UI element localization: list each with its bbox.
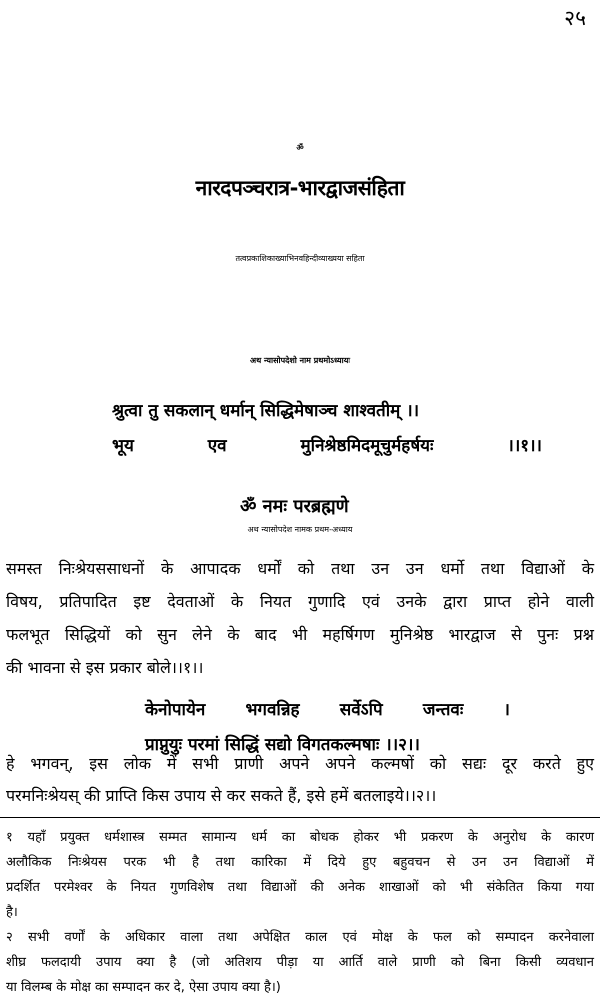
footnote-line: २ सभी वर्णों के अधिकार वाला तथा अपेक्षित काल एवं मोक्ष के फल को सम्पादन करनेवाला xyxy=(6,930,594,945)
invocation-line: ॐ नमः परब्रह्मणे xyxy=(240,496,349,517)
paragraph-1-line: फलभूत सिद्धियों को सुन लेने के बाद भी महर्षिगण मुनिश्रेष्ठ भारद्वाज से पुनः प्रश्न xyxy=(6,625,594,644)
verse-1-line-1: श्रुत्वा तु सकलान् धर्मान् सिद्धिमेषाञ्च शाश्वतीम् ।। xyxy=(112,401,420,421)
verse-word: जन्तवः xyxy=(422,700,464,720)
footnote-divider xyxy=(0,817,600,818)
paragraph-2-line: हे भगवन्, इस लोक में सभी प्राणी अपने अपने कल्मषों को सद्यः दूर करते हुए xyxy=(6,754,594,773)
footnote-line: है। xyxy=(6,905,18,920)
verse-word: भूय xyxy=(112,436,134,456)
footnote-line: शीघ्र फलदायी उपाय क्या है (जो अतिशय पीड़ा या आर्ति वाले प्राणी को बिना किसी व्यवधान xyxy=(6,955,594,970)
om-symbol: ॐ xyxy=(296,143,304,152)
verse-2-line-1 xyxy=(145,697,510,720)
verse-word: केनोपायेन xyxy=(145,700,206,720)
paragraph-2-line: परमनिःश्रेयस् की प्राप्ति किस उपाय से कर सकते हैं, इसे हमें बतलाइये।।२।। xyxy=(6,786,437,805)
verse-danda: । xyxy=(503,700,510,720)
verse-2-line-2: प्राप्नुयुः परमां सिद्धिं सद्यो विगतकल्मषाः ।।२।। xyxy=(145,735,420,755)
translation-heading: अथ न्यासोपदेश नामक प्रथम-अध्याय xyxy=(247,525,353,534)
paragraph-1-line: समस्त निःश्रेयससाधनों के आपादक धर्मों को तथा उन उन धर्मो तथा विद्याओं के xyxy=(6,559,594,578)
verse-word: मुनिश्रेष्ठमिदमूचुर्महर्षयः xyxy=(300,436,434,456)
footnote-line: प्रदर्शित परमेश्वर के नियत गुणविशेष तथा विद्याओं की अनेक शाखाओं को भी संकेतित किया गया xyxy=(6,880,594,895)
verse-word: एव xyxy=(207,436,227,456)
verse-number: ।।१।। xyxy=(507,436,542,456)
paragraph-1-line: की भावना से इस प्रकार बोले।।१।। xyxy=(6,658,204,677)
paragraph-1-line: विषय, प्रतिपादित इष्ट देवताओं के नियत गुणादि एवं उनके द्वारा प्राप्त होने वाली xyxy=(6,592,594,611)
verse-word: भगवन्निह xyxy=(245,700,300,720)
footnote-line: अलौकिक निःश्रेयस परक भी है तथा कारिका में दिये हुए बहुवचन से उन उन विद्याओं में xyxy=(6,855,594,870)
page-number: २५ xyxy=(564,6,586,30)
chapter-heading: अथ न्यासोपदेशो नाम प्रथमोऽध्यायः xyxy=(250,356,350,365)
page-subtitle: तत्वप्रकाशिकाख्याभिनवहिन्दीव्याख्यया सहिता xyxy=(235,254,365,263)
footnote-line: १ यहाँ प्रयुक्त धर्मशास्त्र सम्मत सामान्य धर्म का बोधक होकर भी प्रकरण के अनुरोध के कारण xyxy=(6,830,594,845)
page-title: नारदपञ्चरात्र-भारद्वाजसंहिता xyxy=(195,176,405,200)
footnote-line: या विलम्ब के मोक्ष का सम्पादन कर दे, ऐसा उपाय क्या है।) xyxy=(6,980,281,995)
verse-word: सर्वेऽपि xyxy=(339,700,383,720)
verse-1-line-2 xyxy=(112,433,542,456)
